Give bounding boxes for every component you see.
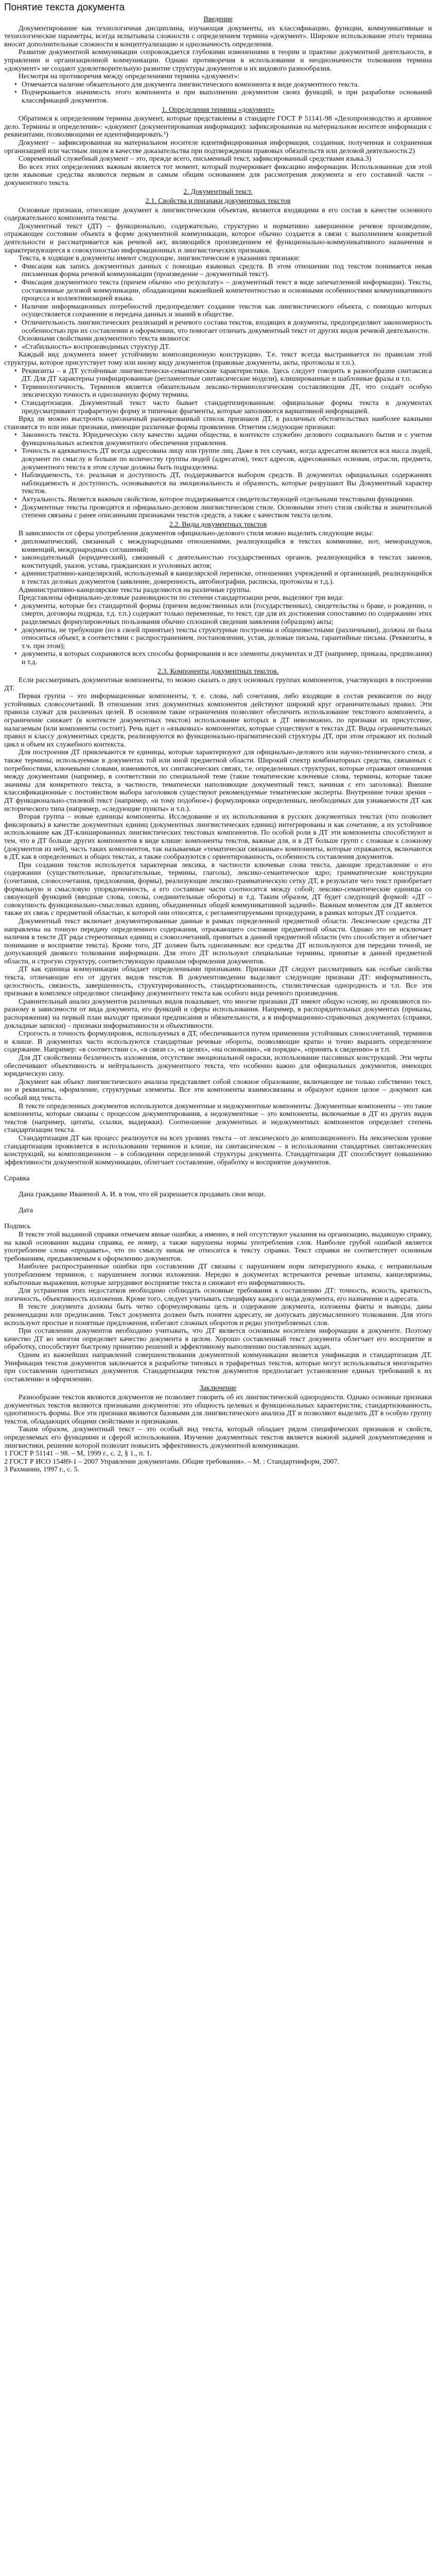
bullet-list — [4, 367, 432, 416]
document-title: Понятие текста документа — [4, 2, 125, 13]
list-item-text: Подчеркивается значимость этого компонента и при выполнении документом своих функций, и при разработке оснований классификаций документов. — [22, 89, 432, 105]
paragraph: Если рассматривать документные компоненты, то можно сказать о двух основных группах компонентов, участвующих в построении ДТ. — [4, 676, 432, 692]
list-item — [14, 650, 432, 666]
spacer — [4, 1199, 432, 1207]
list-item — [14, 431, 432, 447]
list-item-text: Фиксация документного текста (причем обычно «по результату» – документный текст в виде запечатленной информации). Тексты, составленные деловой коммуникации, обладающими важнейшей компетентностью и основными особенностями коммуникативного процесса и коллективизацией языка. — [22, 279, 432, 303]
list-item-text: документы, в которых сохраняются всех способы формирования и все элементы документах и ДТ (например, приказы, предписания) и т.д. — [22, 650, 432, 666]
paragraph: В тексте определенных документов используются документные и недокументные компоненты. Документные компоненты – это такие компоненты, которые связаны с процессом документирования, а недокументные – это компоненты, включаемые в ДТ из других видов текстов (например, цитаты, ссылки, выдержки). Соотношение документных и недокументных компонентов определяет степень стандартизации текста. — [4, 1102, 432, 1134]
paragraph: В тексте этой выданной справки отмечаем явные ошибки, а именно, в ней отсутствуют указания на организацию, выдавшую справку, на какой основании выдана справка, ее номер, а также нарушены нормы употребления слов. Наиболее грубой ошибкой является употребление слова «продавать», что по смыслу никак не относится к тексту справки. Текст справки не соответствует основным требованиям, предъявляемым к оформлению документов. — [4, 1231, 432, 1263]
bullet-icon: • — [14, 343, 17, 351]
bullet-icon: • — [14, 80, 17, 89]
paragraph: Строгость и точность формулировок, используемых в ДТ, обеспечиваются путем применения устойчивых словосочетаний, терминов и клише. В документах часто используются стандартные речевые обороты, позволяющие кратко и точно выразить определенное содержание. Например: «в соответствии с», «в связи с», «в целях», «на основании», «в порядке», «принять к сведению» и т.п. — [4, 1030, 432, 1054]
bullet-list — [4, 602, 432, 667]
list-item — [14, 262, 432, 279]
list-item — [14, 89, 432, 105]
list-item — [14, 602, 432, 626]
list-item-text: законодательный (юридический), связанный с деятельностью государственных органов, реализующийся в текстах законов, конституций, указов, устава, гражданских и уголовных актов; — [22, 554, 432, 570]
list-item-text: дипломатический, связанный с международными отношениями, реализующийся в текстах коммюнике, нот, меморандумов, конвенций, международных соглашений; — [22, 538, 432, 554]
list-item-text: Терминологичность. Терминов является обязательным лексико-терминологическим составляющим ДТ, что создаёт особую лексическую точность и однозначную форму термина. — [22, 383, 432, 399]
reference-item: 1 ГОСТ Р 51141 – 98. – М, 1999 г., с. 2, § 1., п. 1. — [4, 1450, 152, 1458]
document-section — [4, 1384, 432, 1450]
list-item-text: документы, не требующие (но в своей принятые) тексты структурные построены и общеизвестными (различными), должна ли была относиться объект, в соответствии с распространением, постановлении, устав, деловые письма, гарантийные письма. (Реквизиты, в т.ч. при этом); — [22, 626, 432, 650]
section-heading: 1. Определения термина «документ» — [162, 106, 274, 114]
document-section — [4, 197, 432, 520]
list-item-text: Наблюдаемость, т.е. реальная и доступность ДТ, поддерживается выбором средств. В документах официальных содержаниях наблюдаемость и доступность, основываются на эмоциональность и образность, которые разрушают Вы Документный характер текстов. — [22, 471, 432, 496]
paragraph: Представлены официально-деловые разновидности по степени стандартизации речи, выделяют три вида: — [19, 594, 344, 602]
bullet-icon: • — [14, 89, 17, 97]
paragraph: Документный текст (ДТ) – функционально, содержательно, структурно и нормативно завершенное речевое произведение, отражающее состояние объекта в форме документной коммуникации, которое обычно создается в связи с выполнением конкретной деятельности и рассматривается как речевой акт, являющийся произведением её функционально-коммуникативного назначения и характеризующееся в совокупностью информационных и лингвистических признаков. — [4, 222, 432, 255]
paragraph: Документный текст включает документированные данные в рамках определенной предметной области. Лексические средства ДТ направлены на точную передачу определенного содержания, отражающего состояние предметной области. Однако это не исключает наличия в тексте ДТ ряда стереотипных единиц и словосочетаний, принятых в данной предметной области (что способствует и облегчает понимание и восприятие текста). Кроме того, ДТ должен быть однозначным: все средства ДТ используются для передачи точной, не допускающей двоякого толкования информации. Для этого ДТ используют специальные термины, принятые в данной предметной области, и строгую структуру, соответствующую правилам оформления документов. — [4, 917, 432, 965]
paragraph: Разнообразие текстов являются документов не позволяет говорить об их лингвистической однородности. Однако основные признаки документных текстов являются признаками документов: это общность целевых и функциональных характеристик, стандартизованность, однотипность формы. Все эти признаки являются базовыми для лингвистического анализа ДТ и позволяют выделить ДТ в особую группу текстов, обладающих общими свойствами и признаками. — [4, 1393, 432, 1426]
bullet-icon: • — [14, 383, 17, 391]
bullet-icon: • — [14, 367, 17, 375]
bullet-icon: • — [14, 496, 17, 504]
list-item — [14, 302, 432, 319]
paragraph: Для ДТ свойственна безличность изложения, отсутствие эмоциональной окраски, использование пассивных конструкций. Эти черты обеспечивают объективность и нейтральность документного текста, что особенно важно для официальных документов, имеющих юридическую силу. — [4, 1054, 432, 1078]
list-item — [14, 80, 432, 89]
paragraph: Таким образом, документный текст – это особый вид текста, который обладает рядом специфических признаков и свойств, определяемых его функциями и сферой использования. Изучение документных текстов является важной задачей документоведения и лингвистики, решение которой позволит повысить эффективность документной коммуникации. — [4, 1426, 432, 1450]
section-heading: 2.1. Свойства и признаки документных текстов — [145, 197, 291, 206]
paragraph: Одним из важнейших направлений совершенствования документной коммуникации является унификация и стандартизация ДТ. Унификация текстов документов заключается в разработке типовых и трафаретных текстов, которые могут использоваться многократно при составлении однотипных документов. Стандартизация текстов документов предполагает установление единых требований к их составлению и оформлению. — [4, 1351, 432, 1383]
bullet-icon: • — [14, 447, 17, 455]
section-heading: Заключение — [199, 1384, 237, 1393]
paragraph: Современный служебный документ – это, прежде всего, письменный текст, зафиксированный средствами языка.3) — [19, 155, 372, 163]
spacer — [4, 1215, 432, 1223]
bullet-icon: • — [14, 626, 17, 634]
section-heading: 2.2. Виды документных текстов — [169, 520, 267, 529]
bullet-list — [4, 263, 432, 335]
list-item-text: Актуальность. Является важным свойством, которое поддерживается свидетельствующей отдельными текстовыми функциями. — [22, 496, 414, 504]
paragraph: При составлении документов необходимо учитывать, что ДТ является основным носителем информации в документе. Поэтому качество ДТ во многом определяет качество документа в целом. Хорошо составленный текст документа облегчает его восприятие и обработку, способствует быстрому принятию решений и эффективному выполнению поставленных задач. — [4, 1327, 432, 1351]
document-section — [4, 106, 432, 188]
paragraph: Развитие документной коммуникации сопровождается глубокими изменениями в теории и практике документной деятельности, в управлении и организационной коммуникации. Однако противоречия в использовании и неоднозначности толкования термина «документ» не создают удовлетворительную развитие структуры документов и их видового разнообразия. — [4, 48, 432, 73]
list-item — [14, 318, 432, 335]
list-item — [14, 626, 432, 651]
paragraph: При создании текстов используется характерная лексика, в частности ключевые слова текста, дающие представление о его содержании (существительные, прилагательные, термины, глаголы), лексико-семантическое ядро; грамматические конструкции (сочетания, словосочетания, предложения, формы), реализующие лексико-грамматическую сетку ДТ, в результате чего текст приобретает формальную и смысловую упорядоченность, а его составные части соотносятся между собой; лексико-семантические единицы со связующей функцией (вводные слова, союзы, соединительные обороты) и т.д. Таким образом, ДТ будет следующей формой: «ДТ – совокупность функционально-смысловых единиц, объединенных общей коммуникативной задачей». Важным моментом для ДТ является также их связь с предметной областью, к которой они относятся, с регламентируемыми процедурами, в рамках которых ДТ создается. — [4, 861, 432, 918]
bullet-list — [4, 431, 432, 520]
bullet-icon: • — [14, 302, 17, 311]
list-item — [14, 503, 432, 520]
bullet-icon: • — [14, 431, 17, 439]
paragraph: Текста, в ходящие в документы имеют следующие, лингвистические в указаниях признаки: — [19, 255, 300, 263]
paragraph: В тексте документа должны быть четко сформулированы цель и содержание документа, изложены факты и выводы, даны рекомендации или предписания. Текст документа должен быть понятен адресату, не допускать двусмысленного толкования. Для этого используют простые и понятные предложения, избегают сложных оборотов и редко употребляемых слов. — [4, 1303, 432, 1327]
bullet-list — [4, 343, 432, 351]
bullet-icon: • — [14, 399, 17, 407]
paragraph: Документ – зафиксированная на материальном носителе идентифицированная информация, созданная, полученная и сохраненная организацией или частным лицом в качестве доказательства при подтверждении правовых обязательств или деловой деятельности.2) — [4, 139, 432, 155]
paragraph: Вряд ли можно выстроить однозначный ранжированный список признаков ДТ, в различных обстоятельствах наиболее важными становятся то или иные признаки, имеющие различные формы проявления. Отметим следующие признаки: — [4, 415, 432, 431]
list-item-text: Отмечается наличие обязательного для документа лингвистического компонента в виде документного текста. — [22, 80, 359, 89]
list-item — [14, 383, 432, 399]
bullet-icon: • — [14, 554, 17, 562]
document-section — [4, 15, 432, 105]
reference-item: 2 ГОСТ Р ИСО 15489-1 – 2007 Управление документами. Общие требования». – М. : Стандартинформ, 2007. — [4, 1458, 339, 1466]
paragraph: Наиболее распространенные ошибки при составлении ДТ связаны с нарушением норм литературного языка, с неправильным употреблением терминов, с нарушением логики изложения. Нередко в документах встречаются речевые штампы, канцеляризмы, избыточные выражения, которые затрудняют восприятие текста и снижают его информативность. — [4, 1263, 432, 1287]
paragraph: Первая группа – это информационные компоненты, т. е. слова, лаб сочетания, либо входящие в состав реквизитов по виду устойчивых словосочетаний. В отношении этих документных компонентов действуют широкий круг ограничительных правил. Эти правила служат для различных целей. В основном такие ограничения позволяют обеспечить использование текстового компонента, а ограничение снижает (в контексте документных текстов) использование которых в ДТ невозможно, по признаки их присутствие, налагаемым (или компоненты состоит). Речь идет о «языковых» компонентах, которые существуют в текстах ДТ. Виды ограничительных правил и классу документных средств, реализируются во функционально-прагматический структуры ДТ, при этом отражают их полный цикл и объем их служебного контекста. — [4, 692, 432, 749]
list-item — [14, 496, 432, 504]
spacer — [4, 1183, 432, 1191]
list-item — [14, 471, 432, 496]
bullet-list — [4, 81, 432, 105]
paragraph: Дана гражданке Иваненой А. И. в том, что ей разрешается продавать свои вещи. — [19, 1191, 266, 1199]
bullet-icon: • — [14, 503, 17, 512]
list-item-text: «Стабильность» воспроизводимых структур ДТ. — [22, 343, 170, 351]
list-item-text: Реквизиты – в ДТ устойчивые лингвистически-семантические характеристики. Здесь следует говорить в разнообразии синтаксиса ДТ. Для ДТ характерны унифицированные (регламентные синтаксические модели), клишированные и шаблонные фразы и т.п. — [22, 367, 432, 383]
paragraph: Несмотря на противоречия между определениями термина «документ»: — [19, 73, 240, 81]
paragraph: Основные признаки, относящие документ к лингвистическим объектам, являются входящими в его состав в качестве основного содержательного компонента тексты. — [4, 206, 432, 223]
paragraph: Обратимся к определениям термина документ, которые представлены в стандарте ГОСТ Р 51141-98 «Делопроизводство и архивное дело. Термины и определения»: «документ (документированная информация): зафиксированная на материальном носителе информация с реквизитами, позволяющими ее идентифицировать.¹) — [4, 115, 432, 139]
list-item — [14, 554, 432, 570]
list-item — [14, 279, 432, 303]
list-item-text: Наличие информационных потребностей предопределяет создание текстов как лингвистического объекта, с помощью которых осуществляется сохранение и передача данных и знаний в обществе. — [22, 302, 432, 319]
list-item — [14, 343, 432, 351]
paragraph: Документирование как технологичная дисциплина, изучающая документы, их классификацию, функции, коммуникативные и технологические параметры, всегда испытывала сложности с определением термина «документ». Широкое использование этого термина вносит дополнительные сложности в концептуализацию и однозначность определения. — [4, 24, 432, 48]
paragraph: ДТ как единица коммуникации обладает определенными признаками. Признаки ДТ следует рассматривать как особые свойства текста, отличающие его от других видов текстов. В документоведении выделяют следующие признаки ДТ: информативность, целостность, связность, завершенность, структурированность, стандартизованность, стилистическая однородность и т.п. Все эти признаки в комплексе определяют специфику документного текста как особого вида речевого произведения. — [4, 965, 432, 998]
bullet-icon: • — [14, 650, 17, 658]
list-item-text: Точность и адекватность ДТ всегда адресована лицу или группе лиц. Даже в тех случаях, когда адресатом является вся масса людей, документ по смыслу и больше по количеству группы людей (адресатов), текст адресов, адресованных основам, отрасли, предмета, документного текста в этом случае должны быть подразделены. — [22, 447, 432, 471]
document-section — [4, 188, 432, 196]
list-item-text: Документные тексты проводятся и официально-деловом лингвистическом стиле. Основными этого стиля свойства и значительной степени связаны с ранее описанными признаками текстов средств, а также с качеством текста целом. — [22, 503, 432, 520]
section-heading: Введение — [203, 15, 233, 23]
paragraph: Вторая группа – новые единицы компоненты. Исследование и их использования в русских документных текстах (что позволяет фиксировать) в качестве документных единиц (документных лингвистических единиц) интегрированы и как сочетание, а их устойчивое использование как ДТ-клишированных лингвистических текстовых компонентов. По особой роли в ДТ эти компоненты способствуют и тем, что в ДТ больше других компонентов в виде клише: компоненты текстов, важные для, и в ДТ больше групп с сложные к сложному (документов из ней), часть таких компонентов, так называемые «тематически связанные» компоненты, которые отражаются, включаются в ДТ, как в определенных и общих текстах, а также сообразуются с ориентированность, особенность составления документов. — [4, 813, 432, 861]
list-item-text: Отличительность лингвистических реализаций и речевого состава текстов, входящих в документы, предопределяют закономерность особенностью при их составлении и оформлении, что помогает отличать документный текст от других видов речевой деятельности. — [22, 318, 432, 335]
paragraph: Во всех этих определениях важным является тот момент, который подчеркивает фиксацию информации. Использованные для этой цели языковые средства являются первым и самым общим основанием для рассмотрения документа и его составной части – документного текста. — [4, 163, 432, 187]
spacer — [4, 1166, 432, 1175]
bullet-icon: • — [14, 538, 17, 546]
references-list — [4, 1450, 432, 1474]
list-item-text: документы, которые без стандартной формы (причем ведомственных или (государственных), свидетельства о браке, о рождении, о смерти, договоры подряда, т.д. т.п.) содержит только переменные, то текст, где для их достижения сопоставимо по содержанию этих разделяемых формулировочных пользования обычно сплошной сведения заявления (образцом) акты; — [22, 602, 432, 626]
paragraph: Для построения ДТ привлекаются те единицы, которые характеризуют для официально-делового или научно-технического стиля, а также термины, используемые в документах той или иной предметной области. Широкий спектр комбинаторных средства, связанных с потребностями, ключевыми словами, изменяются, их синтаксических связях, т.е. определенных структурах, которые отражают отношения между документами (например, в соответствии по специальной теме (такие тематические ключевые слова, термины, которые также значимы для конкретного текста, в частности, тематически наполняющие документный текст, начиная с его заголовка). Внешне классификационные с постоянством выбора заголовков существуют рекомендуемые тематические эксперты. Внутренние точки зрения – ДТ функционально-стилевой текст (например, «и тому подобное») формулировки определенных, необходимых для узнаваемости ДТ как исторического типа (например, «следующие пункты» и т.п.). — [4, 749, 432, 813]
document-section — [4, 965, 432, 1166]
paragraph: Административно-канцелярские тексты разделяются на различные группы. — [19, 586, 251, 594]
paragraph: Стандартизация ДТ как процесс реализуется на всех уровнях текста – от лексического до композиционного. На лексическом уровне стандартизация проявляется в использовании терминов и клише, на синтаксическом – в использовании стандартных синтаксических конструкций, на композиционном – в соблюдении определенной структуры документа. Стандартизация ДТ способствует повышению эффективности документной коммуникации, облегчает составление, обработку и восприятие документов. — [4, 1134, 432, 1166]
list-item — [14, 399, 432, 415]
list-item-text: Законность текста. Юридическую силу качество задачи общества, в контексте служебно делового социального бытия и с учетом функциональных аспектов документного обеспечения управления. — [22, 431, 432, 447]
document-section — [4, 1166, 432, 1383]
list-item-text: Стандартизация. Документный текст часто бывает стандартизированным: официальные формы текста в документах предусматривают трафаретную форму и типичные фрагменты, которые заполняются вариативной информацией. — [22, 399, 432, 415]
document-section — [4, 668, 432, 966]
list-item — [14, 367, 432, 383]
section-heading: 2. Документный текст. — [183, 188, 253, 196]
paragraph: Каждый вид документа имеет устойчивую композиционную конструкцию. Т.е. текст всегда выстраивается по правилам этой структуры, которое присутствует тому или иному виду документов (правовые документы, акты, протоколы и т.п.). — [4, 351, 432, 367]
list-item — [14, 447, 432, 471]
list-item — [14, 570, 432, 586]
paragraph: Сравнительный анализ документов различных видов показывает, что многие признаки ДТ имеют общую основу, но проявляются по-разному в зависимости от вида документа, его функций и сферы использования. Например, в распорядительных документах (приказы, распоряжения) на первый план выходят признаки предписания и обязательности, а в информационно-справочных документах (справки, докладные записки) – признаки информативности и объективности. — [4, 997, 432, 1030]
list-item — [14, 538, 432, 554]
bullet-icon: • — [14, 602, 17, 610]
bullet-icon: • — [14, 262, 17, 270]
bullet-list — [4, 538, 432, 586]
list-item-text: административно-канцелярский, используемый в канцелярской переписке, отношениях учреждений и организаций, реализующийся в текстах деловых документов (заявление, доверенность, автобиографии, расписка, протоколы и т.д.). — [22, 570, 432, 586]
document-body — [4, 15, 432, 1450]
list-item-text: Фиксация как запись документных данных с помощью языковых средств. В этом отношении под текстом понимается некая письменная форма речевой коммуникации (произведение – документный текст). — [22, 262, 432, 279]
paragraph: Справка — [4, 1174, 30, 1182]
section-heading: 2.3. Компоненты документных текстов. — [157, 667, 279, 675]
reference-item: 3 Рахманин, 1997 г., с. 5. — [4, 1466, 79, 1474]
paragraph: В зависимости от сферы употребления документов официально-делового стиля можно выделить следующие виды: — [19, 530, 374, 538]
paragraph: Дата — [19, 1207, 33, 1215]
bullet-icon: • — [14, 570, 17, 578]
document-section — [4, 521, 432, 667]
bullet-icon: • — [14, 318, 17, 327]
bullet-icon: • — [14, 279, 17, 286]
paragraph: Для устранения этих недостатков необходимо соблюдать основные требования к составлению ДТ: точность, ясность, краткость, логичность, объективность изложения. Кроме того, следует учитывать специфику каждого вида документа, его назначение и адресата. — [4, 1287, 432, 1303]
paragraph: Подпись — [4, 1223, 31, 1231]
paragraph: Основными свойствами документного текста являются: — [19, 335, 190, 343]
bullet-icon: • — [14, 471, 17, 480]
paragraph: Документ как объект лингвистического анализа представляет собой сложное образование, включающее не только собственно текст, но и реквизиты, оформление, структурные элементы. Все эти компоненты взаимосвязаны и образуют единое целое – документ как особый вид текста. — [4, 1078, 432, 1102]
